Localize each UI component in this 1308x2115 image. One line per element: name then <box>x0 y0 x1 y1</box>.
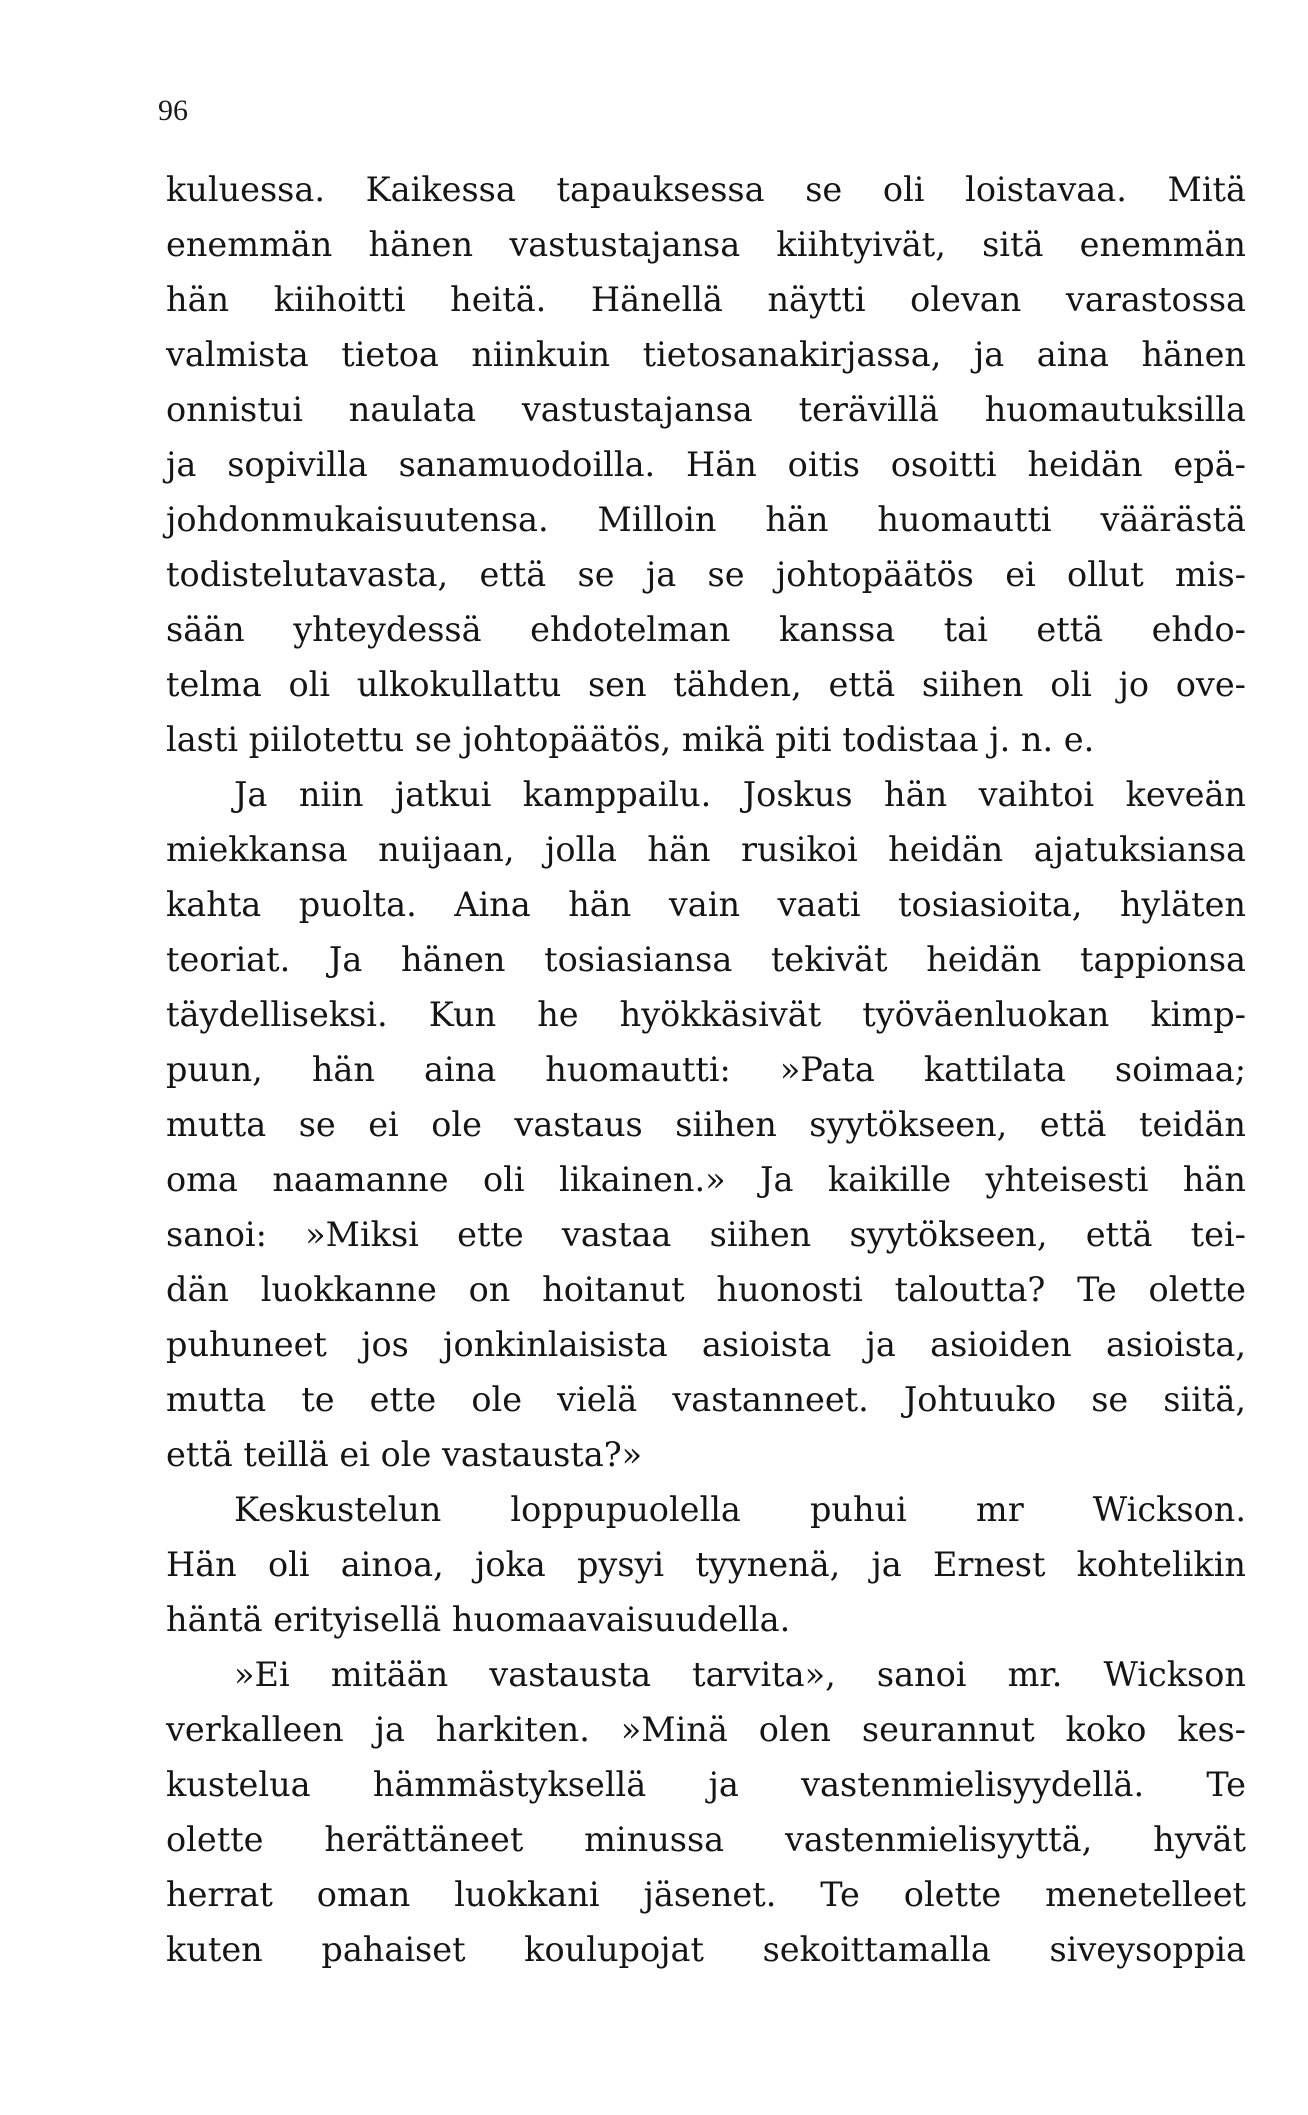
text-line: telma oli ulkokullattu sen tähden, että siihen oli jo ove- <box>166 665 1246 704</box>
body-text <box>166 162 1246 1977</box>
text-line: kuluessa. Kaikessa tapauksessa se oli loistavaa. Mitä <box>166 170 1246 209</box>
text-line: mutta te ette ole vielä vastanneet. Johtuuko se siitä, <box>166 1380 1246 1419</box>
text-line: häntä erityisellä huomaavaisuudella. <box>166 1600 791 1639</box>
text-line: johdonmukaisuutensa. Milloin hän huomautti väärästä <box>166 500 1246 539</box>
text-line: todistelutavasta, että se ja se johtopäätös ei ollut mis- <box>166 555 1246 594</box>
text-line: Keskustelun loppupuolella puhui mr Wickson. <box>234 1490 1246 1529</box>
text-line: »Ei mitään vastausta tarvita», sanoi mr. Wickson <box>234 1655 1246 1694</box>
text-line: olette herättäneet minussa vastenmielisyyttä, hyvät <box>166 1820 1246 1859</box>
text-line: Ja niin jatkui kamppailu. Joskus hän vaihtoi keveän <box>234 775 1246 814</box>
text-line: hän kiihoitti heitä. Hänellä näytti olevan varastossa <box>166 280 1246 319</box>
text-line: kuten pahaiset koulupojat sekoittamalla siveysoppia <box>166 1930 1246 1969</box>
page-number: 96 <box>158 94 188 127</box>
text-line: onnistui naulata vastustajansa terävillä huomautuksilla <box>166 390 1246 429</box>
text-line: ja sopivilla sanamuodoilla. Hän oitis osoitti heidän epä- <box>166 445 1246 484</box>
text-line: että teillä ei ole vastausta?» <box>166 1435 643 1474</box>
text-line: täydelliseksi. Kun he hyökkäsivät työväenluokan kimp- <box>166 995 1246 1034</box>
text-line: sään yhteydessä ehdotelman kanssa tai että ehdo- <box>166 610 1246 649</box>
text-line: valmista tietoa niinkuin tietosanakirjassa, ja aina hänen <box>166 335 1246 374</box>
text-line: dän luokkanne on hoitanut huonosti taloutta? Te olette <box>166 1270 1246 1309</box>
text-line: herrat oman luokkani jäsenet. Te olette menetelleet <box>166 1875 1246 1914</box>
text-line: Hän oli ainoa, joka pysyi tyynenä, ja Ernest kohtelikin <box>166 1545 1246 1584</box>
text-line: sanoi: »Miksi ette vastaa siihen syytökseen, että tei- <box>166 1215 1246 1254</box>
text-line: enemmän hänen vastustajansa kiihtyivät, sitä enemmän <box>166 225 1246 264</box>
text-line: oma naamanne oli likainen.» Ja kaikille yhteisesti hän <box>166 1160 1246 1199</box>
text-line: mutta se ei ole vastaus siihen syytökseen, että teidän <box>166 1105 1246 1144</box>
text-line: puun, hän aina huomautti: »Pata kattilata soimaa; <box>166 1050 1246 1089</box>
text-line: puhuneet jos jonkinlaisista asioista ja asioiden asioista, <box>166 1325 1246 1364</box>
text-line: verkalleen ja harkiten. »Minä olen seurannut koko kes- <box>166 1710 1246 1749</box>
text-line: kustelua hämmästyksellä ja vastenmielisyydellä. Te <box>166 1765 1246 1804</box>
text-line: lasti piilotettu se johtopäätös, mikä piti todistaa j. n. e. <box>166 720 1095 759</box>
text-line: miekkansa nuijaan, jolla hän rusikoi heidän ajatuksiansa <box>166 830 1246 869</box>
text-line: kahta puolta. Aina hän vain vaati tosiasioita, hyläten <box>166 885 1246 924</box>
text-line: teoriat. Ja hänen tosiasiansa tekivät heidän tappionsa <box>166 940 1246 979</box>
